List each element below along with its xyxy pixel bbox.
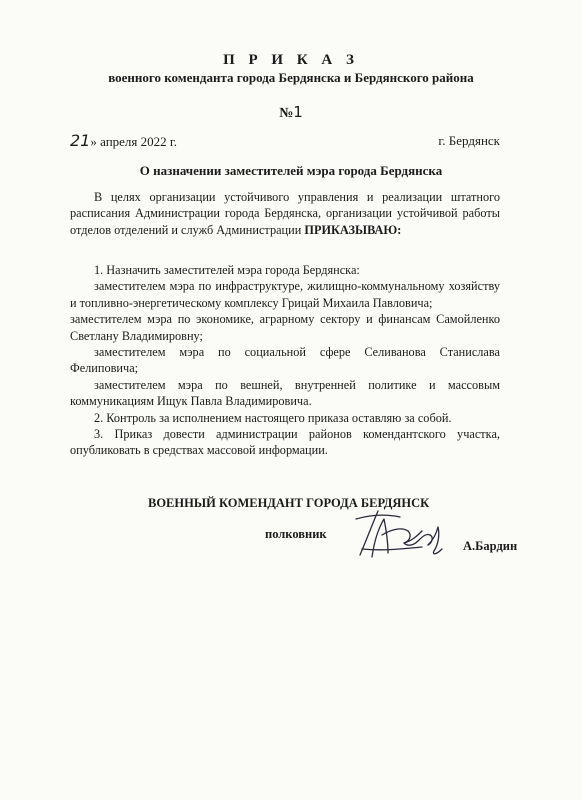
order-item: заместителем мэра по экономике, аграрному сектору и финансам Самойленко Светлану Владимировну; <box>70 312 500 343</box>
handwritten-signature-icon <box>352 505 448 563</box>
order-date <box>70 131 177 150</box>
order-item: 1. Назначить заместителей мэра города Бердянска: <box>94 263 360 277</box>
document-subject: О назначении заместителей мэра города Бердянска <box>139 163 443 178</box>
document-title: П Р И К А З <box>223 52 359 68</box>
order-item: 2. Контроль за исполнением настоящего приказа оставляю за собой. <box>94 410 452 425</box>
order-place: г. Бердянск <box>438 133 500 148</box>
order-date-day: 21 <box>70 131 91 150</box>
signatory-name: А.Бардин <box>463 539 518 553</box>
order-item: заместителем мэра по вешней, внутренней политике и массовым коммуникациям Ищук Павла Владимировича. <box>70 377 500 409</box>
signatory-position: ВОЕННЫЙ КОМЕНДАНТ ГОРОДА БЕРДЯНСК <box>148 496 430 510</box>
intro-text: В целях организации устойчивого управления и реализации штатного расписания Администрации города Бердянска, организации устойчивой работы отделов отделений и служб Администрации <box>70 190 500 237</box>
intro-emphasis: ПРИКАЗЫВАЮ: <box>304 222 402 237</box>
intro-paragraph <box>70 189 500 238</box>
order-date-rest: » апреля 2022 г. <box>90 134 178 149</box>
date-line <box>70 131 500 151</box>
document-subtitle: военного коменданта города Бердянска и Бердянского района <box>108 70 474 85</box>
order-items <box>70 262 500 459</box>
order-number <box>0 103 582 122</box>
order-item: заместителем мэра по социальной сфере Селиванова Станислава Фелиповича; <box>70 345 500 376</box>
order-number-value: 1 <box>293 103 303 121</box>
order-item: заместителем мэра по инфраструктуре, жилищно-коммунальному хозяйству и топливно-энергетическому комплексу Грицай Михаила Павловича; <box>70 279 500 310</box>
order-number-prefix: № <box>279 106 294 121</box>
order-item: 3. Приказ довести администрации районов комендантского участка, опубликовать в средствах массовой информации. <box>70 427 500 458</box>
signatory-rank: полковник <box>265 527 327 541</box>
